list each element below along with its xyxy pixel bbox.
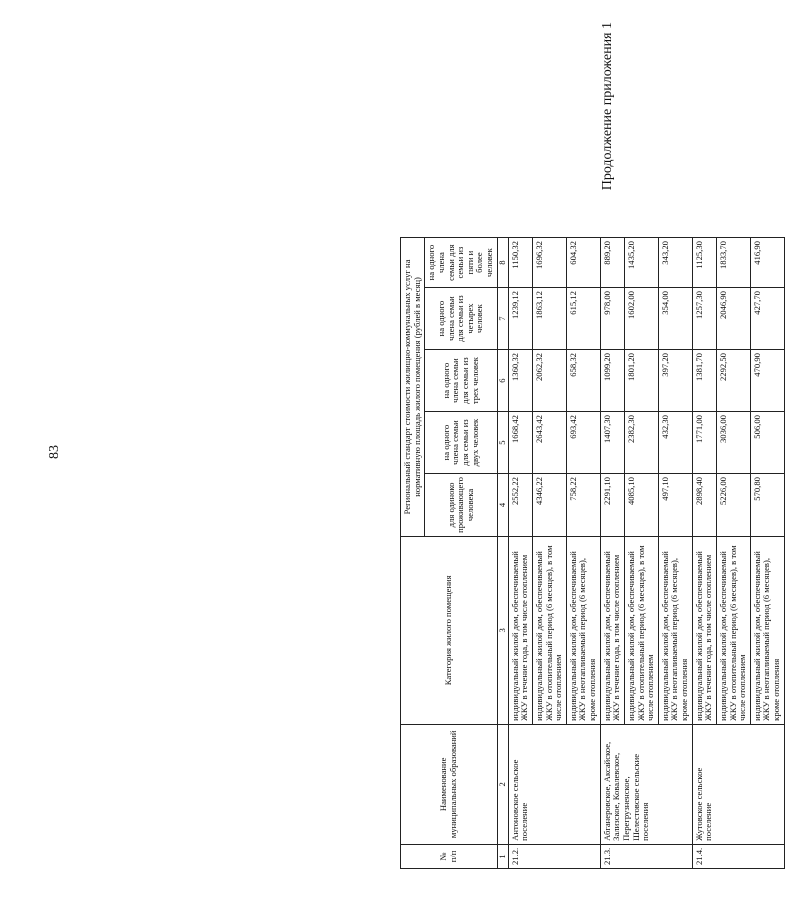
value-cell: 889,20 xyxy=(600,238,624,288)
header-category: Категория жилого помещения xyxy=(401,536,498,724)
value-cell: 1381,70 xyxy=(692,350,716,412)
value-cell: 427,70 xyxy=(750,288,784,350)
header-group: Региональный стандарт стоимости жилищно-коммунальных услуг на нормативную площадь жилого помещения (рублей в месяц) xyxy=(401,238,425,537)
housing-category: индивидуальный жилой дом, обеспечиваемый ЖКУ в отопительный период (6 месяцев), в том числе отоплением xyxy=(716,536,750,724)
value-cell: 693,42 xyxy=(566,412,600,474)
value-cell: 1435,20 xyxy=(624,238,658,288)
value-cell: 1801,20 xyxy=(624,350,658,412)
value-cell: 1696,32 xyxy=(532,238,566,288)
value-cell: 2046,90 xyxy=(716,288,750,350)
value-cell: 758,22 xyxy=(566,474,600,537)
column-number: 1 xyxy=(497,844,508,868)
value-cell: 1668,42 xyxy=(508,412,532,474)
value-cell: 506,00 xyxy=(750,412,784,474)
table-row xyxy=(508,238,532,869)
row-number: 21.3. xyxy=(600,844,692,868)
value-cell: 615,12 xyxy=(566,288,600,350)
column-number: 3 xyxy=(497,536,508,724)
page-number: 83 xyxy=(47,445,62,459)
value-cell: 1602,00 xyxy=(624,288,658,350)
column-number: 7 xyxy=(497,288,508,350)
header-no: № п/п xyxy=(401,844,498,868)
value-cell: 1257,30 xyxy=(692,288,716,350)
header-col4: для одиноко проживающего человека xyxy=(425,474,497,537)
housing-category: индивидуальный жилой дом, обеспечиваемый ЖКУ в отопительный период (6 месяцев), в том числе отоплением xyxy=(532,536,566,724)
row-number: 21.2. xyxy=(508,844,600,868)
value-cell: 1771,00 xyxy=(692,412,716,474)
value-cell: 497,10 xyxy=(658,474,692,537)
value-cell: 2898,40 xyxy=(692,474,716,537)
value-cell: 1863,12 xyxy=(532,288,566,350)
value-cell: 397,20 xyxy=(658,350,692,412)
value-cell: 570,80 xyxy=(750,474,784,537)
table-row xyxy=(692,238,716,869)
municipality-name: Абганеровское, Аксайское, Зализское, Ковалевское, Перегрузненское, Шелестовское сельские поселения xyxy=(600,724,692,844)
value-cell: 1239,12 xyxy=(508,288,532,350)
housing-category: индивидуальный жилой дом, обеспечиваемый ЖКУ в течение года, в том числе отоплением xyxy=(508,536,532,724)
housing-category: индивидуальный жилой дом, обеспечиваемый ЖКУ в неотапливаемый период (6 месяцев), кроме отопления xyxy=(750,536,784,724)
housing-category: индивидуальный жилой дом, обеспечиваемый ЖКУ в отопительный период (6 месяцев), в том числе отоплением xyxy=(624,536,658,724)
value-cell: 658,32 xyxy=(566,350,600,412)
column-number: 8 xyxy=(497,238,508,288)
value-cell: 3036,00 xyxy=(716,412,750,474)
value-cell: 1833,70 xyxy=(716,238,750,288)
value-cell: 1360,32 xyxy=(508,350,532,412)
value-cell: 2062,32 xyxy=(532,350,566,412)
value-cell: 432,30 xyxy=(658,412,692,474)
header-col6: на одного члена семьи для семьи из трех человек xyxy=(425,350,497,412)
column-number: 6 xyxy=(497,350,508,412)
column-number: 4 xyxy=(497,474,508,537)
value-cell: 343,20 xyxy=(658,238,692,288)
header-col8: на одного члена семьи для семьи из пяти и более человек xyxy=(425,238,497,288)
value-cell: 2552,22 xyxy=(508,474,532,537)
value-cell: 2382,30 xyxy=(624,412,658,474)
value-cell: 978,00 xyxy=(600,288,624,350)
table-row xyxy=(600,238,624,869)
document-title: Продолжение приложения 1 xyxy=(600,22,615,191)
municipality-name: Жутовское сельское поселение xyxy=(692,724,784,844)
municipality-name: Антоновское сельское поселение xyxy=(508,724,600,844)
value-cell: 4346,22 xyxy=(532,474,566,537)
value-cell: 1125,30 xyxy=(692,238,716,288)
value-cell: 1099,20 xyxy=(600,350,624,412)
value-cell: 1407,30 xyxy=(600,412,624,474)
header-col7: на одного члена семьи для семьи из четырех человек xyxy=(425,288,497,350)
housing-category: индивидуальный жилой дом, обеспечиваемый ЖКУ в неотапливаемый период (6 месяцев), кроме отопления xyxy=(658,536,692,724)
value-cell: 470,90 xyxy=(750,350,784,412)
value-cell: 2643,42 xyxy=(532,412,566,474)
value-cell: 604,32 xyxy=(566,238,600,288)
header-col5: на одного члена семьи для семьи из двух человек xyxy=(425,412,497,474)
housing-category: индивидуальный жилой дом, обеспечиваемый ЖКУ в неотапливаемый период (6 месяцев), кроме отопления xyxy=(566,536,600,724)
value-cell: 416,90 xyxy=(750,238,784,288)
header-name: Наименование муниципальных образований xyxy=(401,724,498,844)
value-cell: 1150,32 xyxy=(508,238,532,288)
value-cell: 354,00 xyxy=(658,288,692,350)
value-cell: 4085,10 xyxy=(624,474,658,537)
housing-category: индивидуальный жилой дом, обеспечиваемый ЖКУ в течение года, в том числе отоплением xyxy=(692,536,716,724)
value-cell: 5226,00 xyxy=(716,474,750,537)
housing-category: индивидуальный жилой дом, обеспечиваемый ЖКУ в течение года, в том числе отоплением xyxy=(600,536,624,724)
column-number: 2 xyxy=(497,724,508,844)
column-number: 5 xyxy=(497,412,508,474)
row-number: 21.4. xyxy=(692,844,784,868)
tariff-table xyxy=(400,237,785,869)
value-cell: 2291,10 xyxy=(600,474,624,537)
value-cell: 2292,50 xyxy=(716,350,750,412)
